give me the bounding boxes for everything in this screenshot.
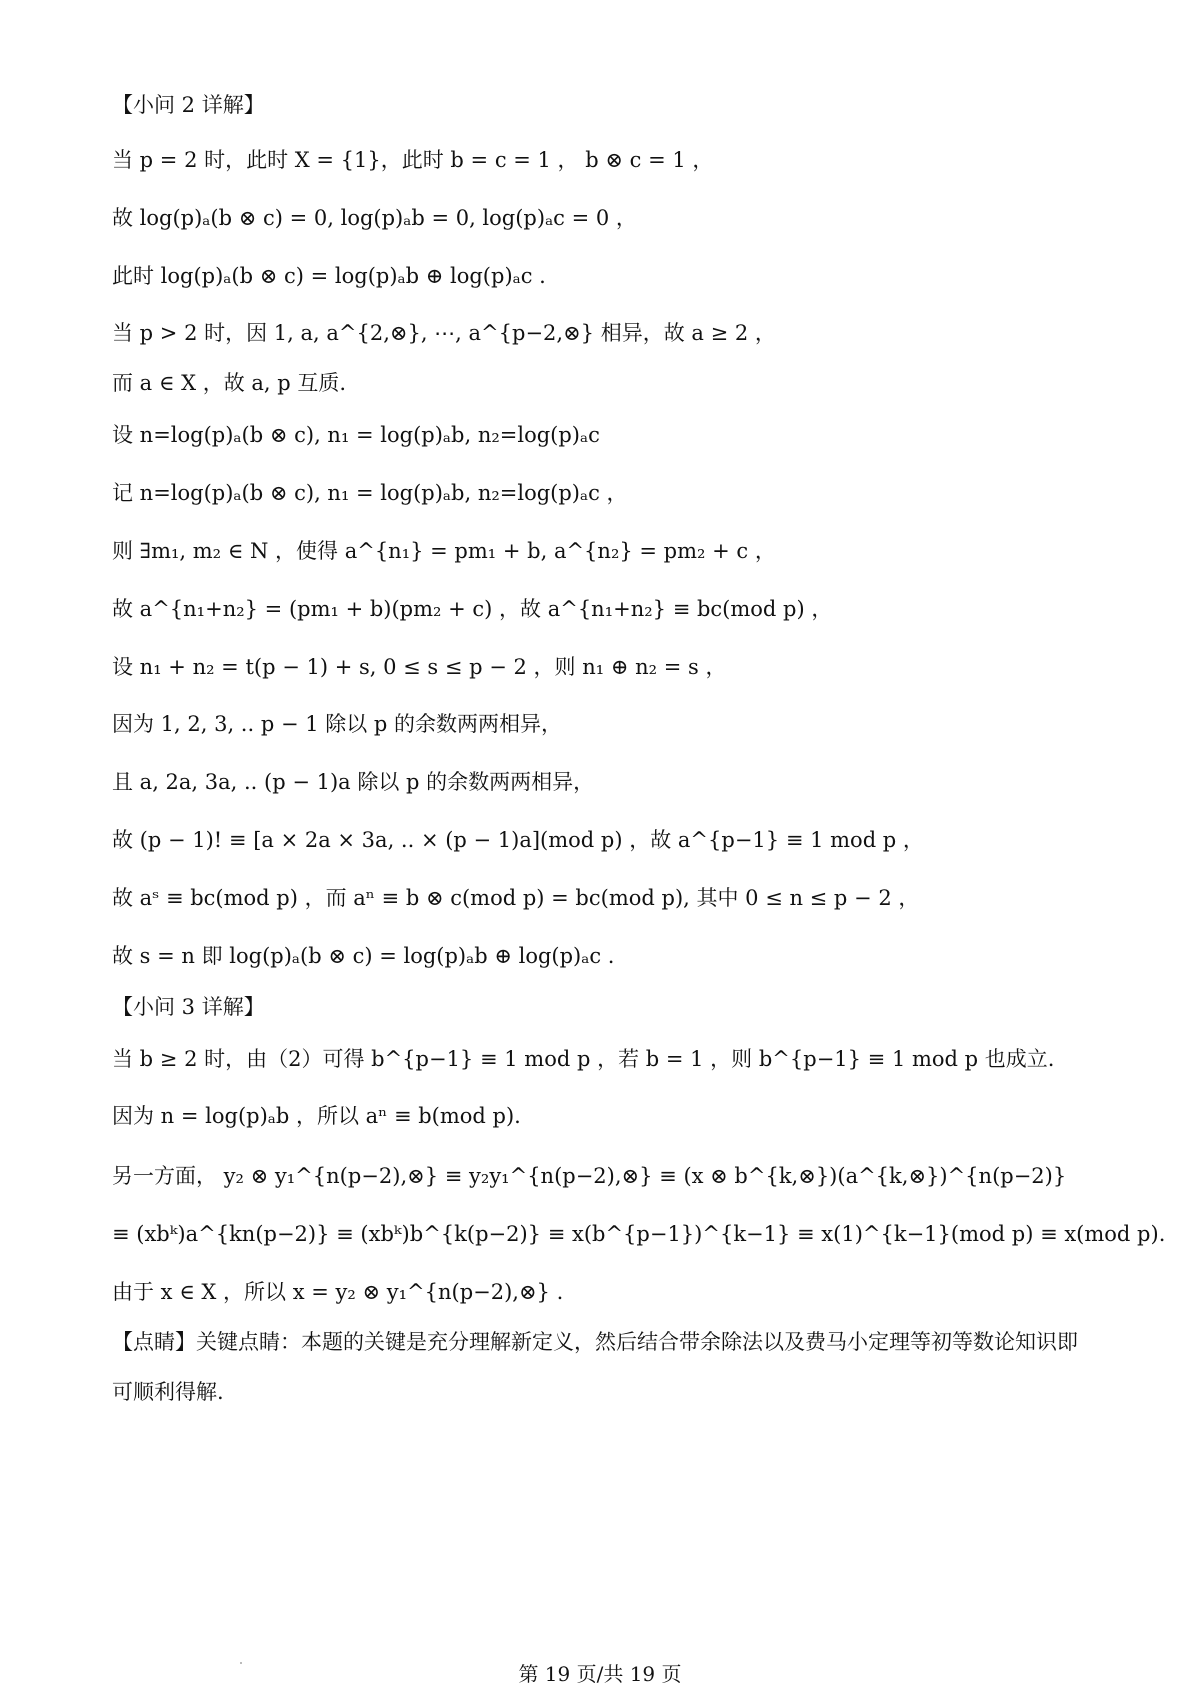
comment-line: 【点睛】关键点睛：本题的关键是充分理解新定义，然后结合带余除法以及费马小定理等初等数论知识即 xyxy=(112,1330,1078,1354)
page-footer: 第 19 页/共 19 页 xyxy=(518,1662,682,1686)
text-line: 因为 1, 2, 3, .. p − 1 除以 p 的余数两两相异， xyxy=(112,712,563,736)
text-line: 且 a, 2a, 3a, .. (p − 1)a 除以 p 的余数两两相异， xyxy=(112,770,595,794)
text-line: 故 a^{n₁+n₂} = (pm₁ + b)(pm₂ + c) ，故 a^{n₁+n₂} ≡ bc(mod p) ， xyxy=(112,597,833,621)
text-line: 此时 log(p)ₐ(b ⊗ c) = log(p)ₐb ⊕ log(p)ₐc . xyxy=(112,264,546,288)
text-line: 设 n=log(p)ₐ(b ⊗ c), n₁ = log(p)ₐb, n₂=log(p)ₐc xyxy=(112,423,600,447)
text-line: 设 n₁ + n₂ = t(p − 1) + s, 0 ≤ s ≤ p − 2 ，则 n₁ ⊕ n₂ = s ， xyxy=(112,655,727,679)
text-line: ≡ (xbᵏ)a^{kn(p−2)} ≡ (xbᵏ)b^{k(p−2)} ≡ x(b^{p−1})^{k−1} ≡ x(1)^{k−1}(mod p) ≡ x(mod p). xyxy=(112,1222,1166,1246)
text-line: 故 s = n 即 log(p)ₐ(b ⊗ c) = log(p)ₐb ⊕ log(p)ₐc . xyxy=(112,944,615,968)
comment-line: 可顺利得解. xyxy=(112,1380,224,1404)
text-line: 当 p = 2 时，此时 X = {1}，此时 b = c = 1 ， b ⊗ c = 1 ， xyxy=(112,148,714,172)
text-line: 因为 n = log(p)ₐb ，所以 aⁿ ≡ b(mod p). xyxy=(112,1104,521,1128)
text-line: 故 aˢ ≡ bc(mod p) ，而 aⁿ ≡ b ⊗ c(mod p) = bc(mod p), 其中 0 ≤ n ≤ p − 2 ， xyxy=(112,886,920,910)
text-line: 当 p > 2 时，因 1, a, a^{2,⊗}, ⋯, a^{p−2,⊗} 相异，故 a ≥ 2 ， xyxy=(112,321,776,345)
text-line: 另一方面， y₂ ⊗ y₁^{n(p−2),⊗} ≡ y₂y₁^{n(p−2),⊗} ≡ (x ⊗ b^{k,⊗})(a^{k,⊗})^{n(p−2)} xyxy=(112,1164,1067,1188)
text-line: 则 ∃m₁, m₂ ∈ N ，使得 a^{n₁} = pm₁ + b, a^{n₂} = pm₂ + c ， xyxy=(112,539,776,563)
text-line: 由于 x ∈ X ，所以 x = y₂ ⊗ y₁^{n(p−2),⊗} . xyxy=(112,1280,564,1304)
section-heading-q3: 【小问 3 详解】 xyxy=(112,995,265,1019)
text-line: 当 b ≥ 2 时，由（2）可得 b^{p−1} ≡ 1 mod p ，若 b = 1 ，则 b^{p−1} ≡ 1 mod p 也成立. xyxy=(112,1047,1055,1071)
section-heading-q2: 【小问 2 详解】 xyxy=(112,93,265,117)
text-line: 故 log(p)ₐ(b ⊗ c) = 0, log(p)ₐb = 0, log(p)ₐc = 0 ， xyxy=(112,206,637,230)
text-line: 故 (p − 1)! ≡ [a × 2a × 3a, .. × (p − 1)a](mod p) ，故 a^{p−1} ≡ 1 mod p ， xyxy=(112,828,924,852)
text-line: 而 a ∈ X ，故 a, p 互质. xyxy=(112,371,347,395)
text-line: 记 n=log(p)ₐ(b ⊗ c), n₁ = log(p)ₐb, n₂=log(p)ₐc ， xyxy=(112,481,628,505)
